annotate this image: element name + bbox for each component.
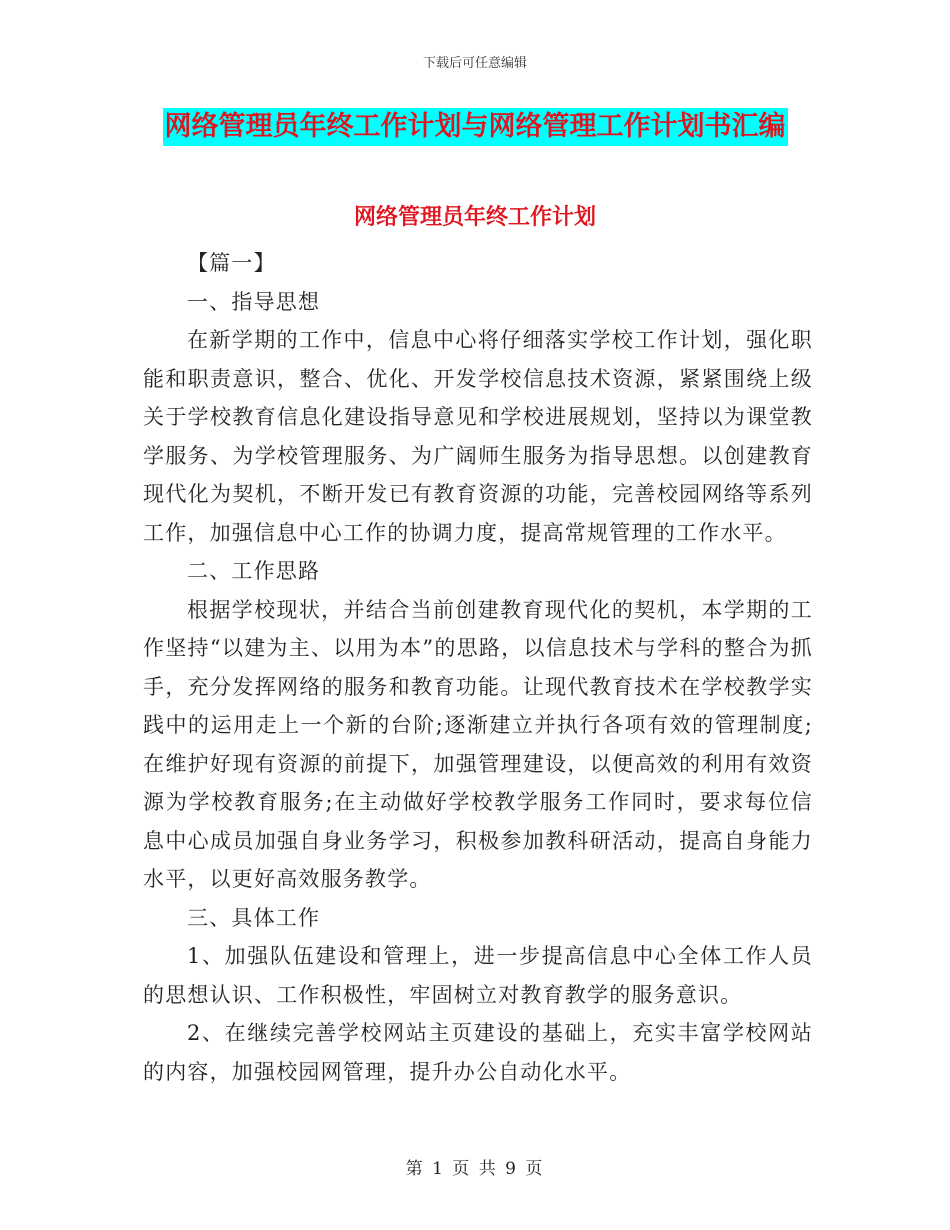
paragraph-work-approach: 根据学校现状，并结合当前创建教育现代化的契机，本学期的工作坚持“以建为主、以用为本”的思路，以信息技术与学科的整合为抓手，充分发挥网络的服务和教育功能。让现代教育技术在学校教学实践中的运用走上一个新的台阶;逐渐建立并执行各项有效的管理制度;在维护好现有资源的前提下，加强管理建设，以便高效的利用有效资源为学校教育服务;在主动做好学校教学服务工作同时，要求每位信息中心成员加强自身业务学习，积极参加教科研活动，提高自身能力水平，以更好高效服务教学。 [143,597,813,891]
header-note: 下载后可任意编辑 [422,56,527,71]
sub-title: 网络管理员年终工作计划 [353,205,596,230]
main-title: 网络管理员年终工作计划与网络管理工作计划书汇编 [163,108,788,146]
document-body [143,244,813,1091]
main-title-wrap [0,108,950,146]
paragraph-guiding-ideology: 在新学期的工作中，信息中心将仔细落实学校工作计划，强化职能和职责意识，整合、优化、开发学校信息技术资源，紧紧围绕上级关于学校教育信息化建设指导意见和学校进展规划，坚持以为课堂教学服务、为学校管理服务、为广阔师生服务为指导思想。以创建教育现代化为契机，不断开发已有教育资源的功能，完善校园网络等系列工作，加强信息中心工作的协调力度，提高常规管理的工作水平。 [143,328,813,545]
paragraph-item-1: 1、加强队伍建设和管理上，进一步提高信息中心全体工作人员的思想认识、工作积极性，牢固树立对教育教学的服务意识。 [143,944,813,1007]
section-heading-guiding-ideology: 一、指导思想 [187,289,321,314]
section-label: 【篇一】 [187,251,276,275]
section-heading-specific-work: 三、具体工作 [187,905,321,930]
page-indicator: 第 1 页 共 9 页 [405,1159,545,1179]
paragraph-item-2: 2、在继续完善学校网站主页建设的基础上，充实丰富学校网站的内容，加强校园网管理，提升办公自动化水平。 [143,1021,813,1084]
section-heading-work-approach: 二、工作思路 [187,559,321,583]
